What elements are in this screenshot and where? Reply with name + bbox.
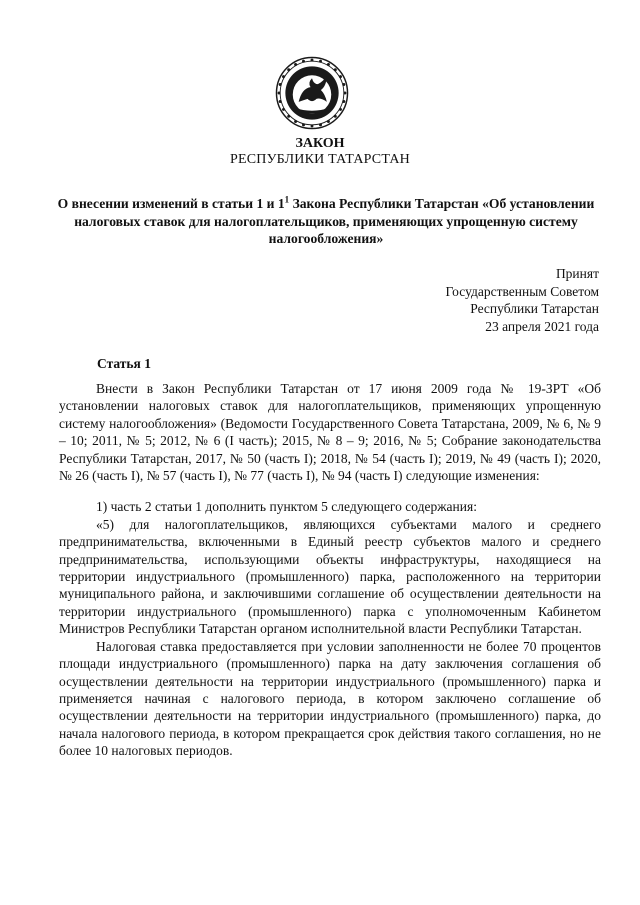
adoption-block [299,265,599,335]
article-title: Статья 1 [97,356,151,371]
article-paragraph-4: Налоговая ставка предоставляется при условии заполненности не более 70 процентов площади индустриального (промышленного) парка на дату заключения соглашения об осуществлении деятельности на территории индустриального (промышленного) парка и применяется начиная с налогового периода, в котором заключено соглашение об осуществлении деятельности на территории индустриального (промышленного) парка, до начала налогового периода, в котором прекращается срок действия такого соглашения, но не более 10 налоговых периодов. [59,638,601,759]
heading-text: О внесении изменений в статьи 1 и 1 [57,196,285,211]
article-body [59,380,601,760]
law-title: ЗАКОН [295,136,345,151]
heading-superscript: 1 [284,194,290,205]
adoption-date: 23 апреля 2021 года [485,318,599,334]
article-paragraph-3: «5) для налогоплательщиков, являющихся субъектами малого и среднего предпринимательства, включенными в Единый реестр субъектов малого и среднего предпринимательства, использующими объекты инфраструктуры, находящиеся на территории индустриального (промышленного) парка, расположенного на территории муниципального района, и заключившими соглашение об осуществлении деятельности на территории индустриального (промышленного) парка с уполномоченным Кабинетом Министров Республики Татарстан органом исполнительной власти Республики Татарстан. [59,516,601,637]
adopted-by-region: Республики Татарстан [470,301,599,316]
heading-text-continued: Закона Республики Татарстан «Об установлении налоговых ставок для налогоплательщиков, применяющих упрощенную систему налогообложения» [74,196,595,246]
adopted-by: Государственным Советом [445,283,599,299]
law-subtitle: РЕСПУБЛИКИ ТАТАРСТАН [229,152,410,167]
article-paragraph-2: 1) часть 2 статьи 1 дополнить пунктом 5 следующего содержания: [96,499,477,515]
law-heading [50,195,602,248]
adopted-label: Принят [555,266,599,281]
article-paragraph-1: Внести в Закон Республики Татарстан от 17 июня 2009 года № 19-ЗРТ «Об установлении налоговых ставок для налогоплательщиков, применяющих упрощенную систему налогообложения» (Ведомости Государственного Совета Татарстана, 2009, № 6, № 9 – 10; 2011, № 5; 2012, № 6 (I часть); 2015, № 8 – 9; 2016, № 5; Собрание законодательства Республики Татарстан, 2017, № 50 (часть I); 2018, № 54 (часть I); 2019, № 49 (часть I); 2020, № 26 (часть I), № 57 (часть I), № 77 (часть I), № 94 (часть I) следующие изменения: [59,381,601,484]
coat-of-arms-icon [275,56,349,130]
